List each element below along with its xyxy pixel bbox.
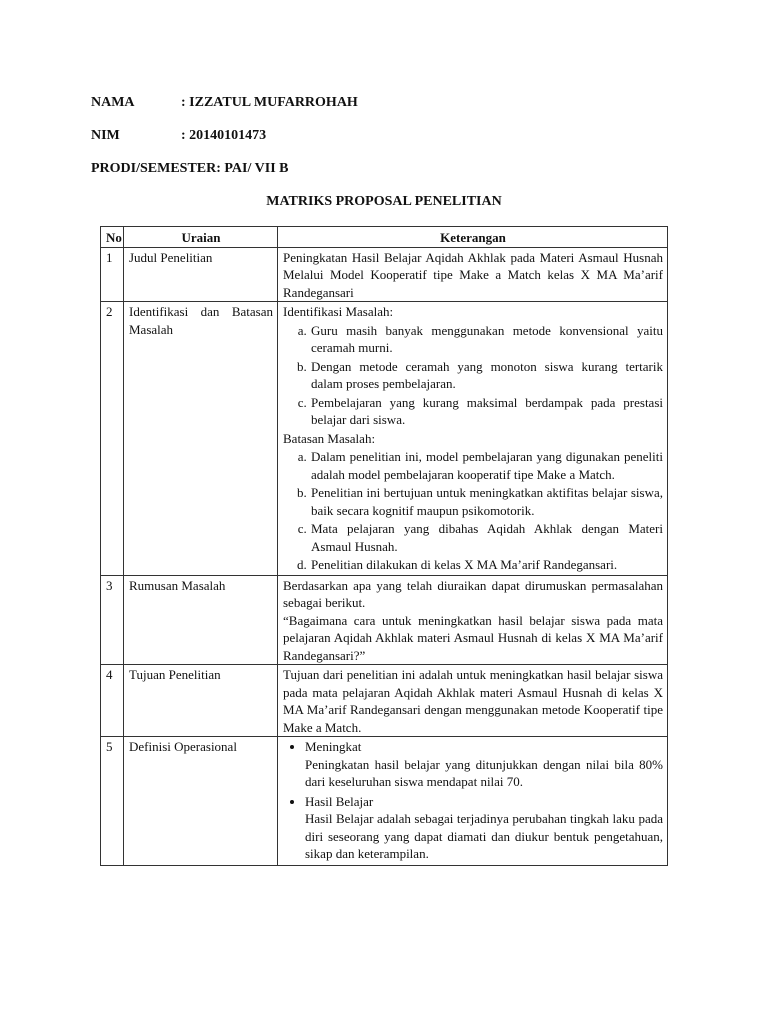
table-row: [101, 665, 668, 737]
identifikasi-list: [283, 322, 663, 429]
document-title: MATRIKS PROPOSAL PENELITIAN: [266, 194, 502, 209]
nim-label: NIM: [91, 128, 120, 143]
table-row: [101, 302, 668, 576]
table-row: [101, 737, 668, 866]
column-header-keterangan: Keterangan: [278, 227, 668, 248]
table-row: [101, 247, 668, 302]
list-item: c. Mata pelajaran yang dibahas Aqidah Akhlak dengan Materi Asmaul Husnah.: [310, 520, 663, 555]
row-keterangan: [278, 302, 668, 576]
nama-line: [91, 95, 358, 111]
column-header-no: No: [101, 227, 124, 248]
row-keterangan: Tujuan dari penelitian ini adalah untuk meningkatkan hasil belajar siswa pada mata pelajaran Aqidah Akhlak materi Asmaul Husnah di kelas X MA Ma’arif Randegansari dengan menggunakan metode Kooperatif tipe Make a Match.: [278, 665, 668, 737]
prodi-line: [91, 161, 288, 177]
prodi-label: PRODI/SEMESTER:: [91, 161, 221, 176]
definition-term: • Hasil Belajar: [305, 793, 374, 809]
nim-line: [91, 128, 266, 144]
batasan-list: [283, 448, 663, 574]
definition-term: • Meningkat: [305, 739, 362, 754]
batasan-heading: Batasan Masalah:: [283, 430, 376, 446]
definition-list: [283, 738, 663, 863]
row-uraian: Tujuan Penelitian: [124, 665, 278, 737]
definition-item: [305, 738, 663, 791]
proposal-matrix-table: [100, 226, 668, 866]
nama-value: : IZZATUL MUFARROHAH: [181, 95, 358, 110]
prodi-value: PAI/ VII B: [224, 161, 289, 176]
rumusan-intro: Berdasarkan apa yang telah diuraikan dapat dirumuskan permasalahan sebagai berikut.: [283, 577, 663, 610]
row-keterangan: [278, 575, 668, 665]
row-uraian: Rumusan Masalah: [124, 575, 278, 665]
definition-item: [305, 793, 663, 863]
row-uraian: Identifikasi dan Batasan Masalah: [124, 302, 278, 576]
definition-desc: Hasil Belajar adalah sebagai terjadinya perubahan tingkah laku pada diri seseorang yang dapat diamati dan diukur bentuk pengetahuan, sikap dan keterampilan.: [305, 811, 663, 861]
row-keterangan: Peningkatan Hasil Belajar Aqidah Akhlak pada Materi Asmaul Husnah Melalui Model Kooperatif tipe Make a Match kelas X MA Ma’arif Randegansari: [278, 247, 668, 302]
table-row: [101, 575, 668, 665]
table-header-row: [101, 227, 668, 248]
nim-value: : 20140101473: [181, 128, 267, 143]
nama-label: NAMA: [91, 95, 135, 110]
identifikasi-heading: Identifikasi Masalah:: [283, 304, 394, 319]
row-keterangan: [278, 737, 668, 866]
row-number: 2: [101, 302, 124, 576]
row-number: 3: [101, 575, 124, 665]
row-uraian: Definisi Operasional: [124, 737, 278, 866]
list-item: a. Guru masih banyak menggunakan metode konvensional yaitu ceramah murni.: [310, 322, 663, 357]
definition-desc: Peningkatan hasil belajar yang ditunjukkan dengan nilai bila 80% dari keseluruhan siswa mendapat nilai 70.: [305, 756, 663, 789]
row-number: 5: [101, 737, 124, 866]
row-number: 1: [101, 247, 124, 302]
list-item: a. Dalam penelitian ini, model pembelajaran yang digunakan peneliti adalah model pembelajaran kooperatif tipe Make a Match.: [310, 448, 663, 483]
list-item: d. Penelitian dilakukan di kelas X MA Ma’arif Randegansari.: [310, 556, 663, 574]
rumusan-question: “Bagaimana cara untuk meningkatkan hasil belajar siswa pada mata pelajaran Aqidah Akhlak materi Asmaul Husnah di kelas X MA Ma’arif Randegansari?”: [283, 612, 663, 663]
row-number: 4: [101, 665, 124, 737]
row-uraian: Judul Penelitian: [124, 247, 278, 302]
column-header-uraian: Uraian: [124, 227, 278, 248]
list-item: c. Pembelajaran yang kurang maksimal berdampak pada prestasi belajar dari siswa.: [310, 394, 663, 429]
list-item: b. Penelitian ini bertujuan untuk meningkatkan aktifitas belajar siswa, baik secara kognitif maupun psikomotorik.: [310, 484, 663, 519]
list-item: b. Dengan metode ceramah yang monoton siswa kurang tertarik dalam proses pembelajaran.: [310, 358, 663, 393]
